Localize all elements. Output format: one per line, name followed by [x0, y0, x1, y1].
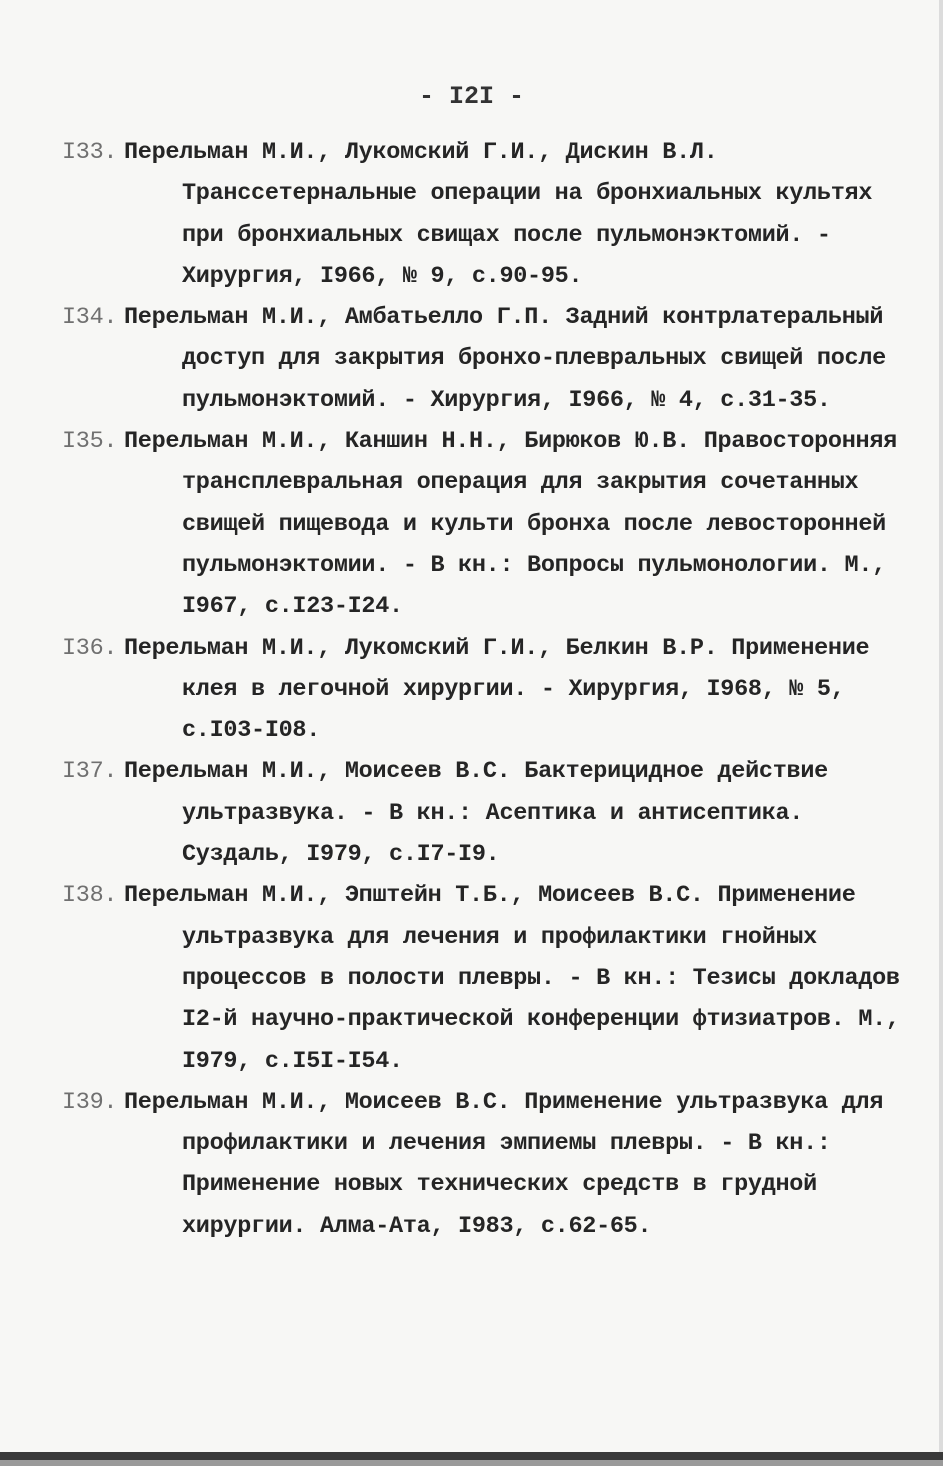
bibliography-entry	[62, 297, 902, 421]
entry-text: Перельман М.И., Моисеев В.С. Применение ультразвука для профилактики и лечения эмпиемы плевры. - В кн.: Применение новых технических средств в грудной хирургии. Алма-Ата, I983, с.62-65.	[124, 1088, 884, 1240]
entry-text: Перельман М.И., Каншин Н.Н., Бирюков Ю.В. Правосторонняя трансплевральная операция для закрытия сочетанных свищей пищевода и культи бронха после левосторонней пульмонэктомии. - В кн.: Вопросы пульмонологии. М., I967, с.I23-I24.	[124, 428, 897, 621]
scan-border-shadow	[0, 1460, 943, 1466]
bibliography-entry	[62, 628, 902, 752]
entry-text: Перельман М.И., Эпштейн Т.Б., Моисеев В.С. Применение ультразвука для лечения и профилактики гнойных процессов в полости плевры. - В кн.: Тезисы докладов I2-й научно-практической конференции фтизиатров. М., I979, с.I5I-I54.	[124, 882, 900, 1075]
bibliography-list	[62, 132, 902, 1247]
entry-number: I36.	[62, 634, 118, 662]
bibliography-entry	[62, 1082, 902, 1247]
bibliography-entry	[62, 421, 902, 627]
scan-border	[0, 1452, 943, 1460]
entry-number: I39.	[62, 1088, 118, 1116]
entry-text: Перельман М.И., Моисеев В.С. Бактерицидное действие ультразвука. - В кн.: Асептика и антисептика. Суздаль, I979, с.I7-I9.	[124, 758, 828, 869]
entry-number: I38.	[62, 882, 118, 910]
entry-number: I35.	[62, 428, 118, 456]
entry-text: Перельман М.И., Лукомский Г.И., Белкин В.Р. Применение клея в легочной хирургии. - Хирургия, I968, № 5, с.I03-I08.	[124, 634, 870, 745]
entry-number: I37.	[62, 758, 118, 786]
entry-text: Перельман М.И., Лукомский Г.И., Дискин В.Л. Транссетернальные операции на бронхиальных культях при бронхиальных свищах после пульмонэктомий. - Хирургия, I966, № 9, с.90-95.	[124, 139, 873, 290]
bibliography-entry	[62, 751, 902, 875]
entry-number: I33.	[62, 139, 118, 166]
bibliography-entry	[62, 132, 902, 297]
page-number: - I2I -	[418, 82, 525, 111]
page-edge	[939, 0, 943, 1452]
bibliography-entry	[62, 875, 902, 1081]
entry-text: Перельман М.И., Амбатьелло Г.П. Задний контрлатеральный доступ для закрытия бронхо-плевральных свищей после пульмонэктомий. - Хирургия, I966, № 4, с.31-35.	[124, 304, 886, 414]
entry-number: I34.	[62, 304, 118, 332]
